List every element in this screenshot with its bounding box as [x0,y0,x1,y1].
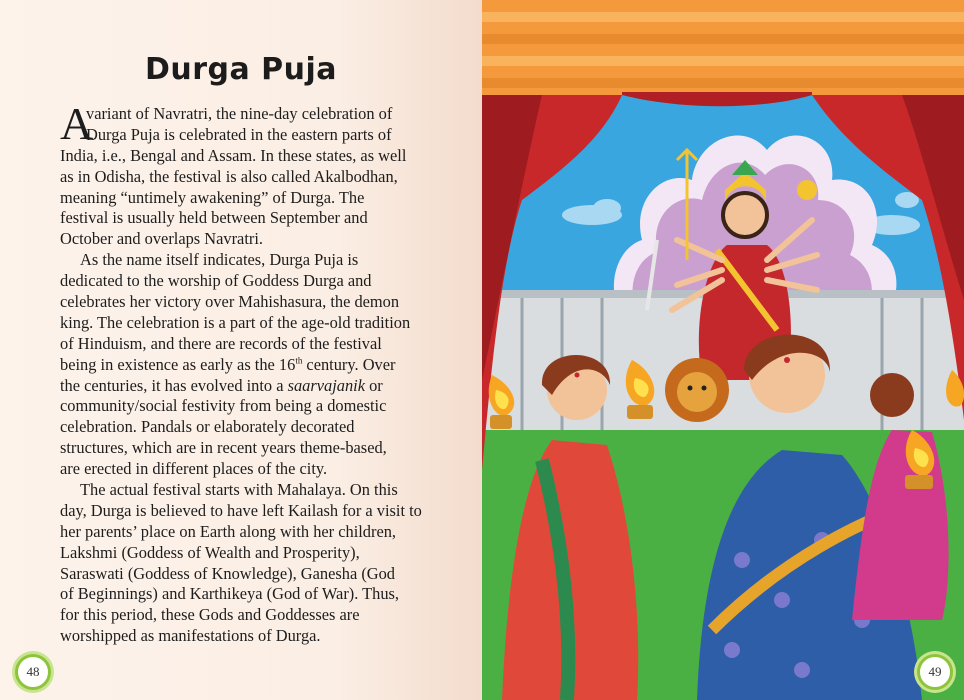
text-segment: the centuries, it has evolved into a [60,375,288,395]
text-segment: being in existence as early as the 16 [60,354,296,374]
text-line: of Beginnings) and Karthikeya (God of War). Thus, [60,584,400,604]
text-line: variant of Navratri, the nine-day celebration of [86,104,393,123]
text-line: worshipped as manifestations of Durga. [60,626,321,646]
durga-puja-illustration [482,0,964,700]
text-line: dedicated to the worship of Goddess Durga and [60,271,372,291]
text-line: king. The celebration is a part of the age-old tradition [60,312,411,332]
text-line: Saraswati (Goddess of Knowledge), Ganesha (God [60,563,396,583]
stripe [482,56,964,66]
text-line: festival is usually held between September and [60,208,368,228]
text-line: October and overlaps Navratri. [60,229,263,249]
page-title: Durga Puja [144,52,338,87]
text-line: as in Odisha, the festival is also called Akalbodhan, [60,166,398,186]
text-line: community/social festivity from being a domestic [60,396,387,416]
lion [665,358,729,422]
text-line [60,376,432,397]
text-line: Lakshmi (Goddess of Wealth and Prosperity), [60,542,360,562]
text-segment: century. Over [302,354,396,374]
text-line: of Hinduism, and there are records of the festival [60,333,382,353]
drop-cap: A [60,98,94,149]
stripe [482,12,964,22]
text-line: celebrates her victory over Mahishasura, the demon [60,292,400,312]
page-number-48: 48 [15,654,51,690]
text-line: structures, which are in recent years theme-based, [60,438,387,458]
superscript-th: th [295,355,303,366]
text-line: celebration. Pandals or elaborately decorated [60,417,355,437]
italic-term: saarvajanik [287,375,365,395]
stripe [482,78,964,88]
text-line: The actual festival starts with Mahalaya. On this [80,480,398,500]
text-line [60,355,432,376]
text-line: India, i.e., Bengal and Assam. In these states, as well [60,145,407,165]
page-number-49: 49 [917,654,953,690]
text-line: day, Durga is believed to have left Kailash for a visit to [60,500,422,520]
text-line: Durga Puja is celebrated in the eastern parts of [86,124,392,144]
text-segment: or [365,375,383,395]
body-text [60,98,432,647]
text-line: As the name itself indicates, Durga Puja is [80,250,359,270]
text-line: her parents’ place on Earth along with her children, [60,521,397,541]
right-page-illustration [482,0,964,700]
text-line: meaning “untimely awakening” of Durga. The [60,187,365,207]
text-line: are erected in different places of the city. [60,459,328,479]
stripe [482,34,964,44]
text-line: for this period, these Gods and Goddesses are [60,605,360,625]
